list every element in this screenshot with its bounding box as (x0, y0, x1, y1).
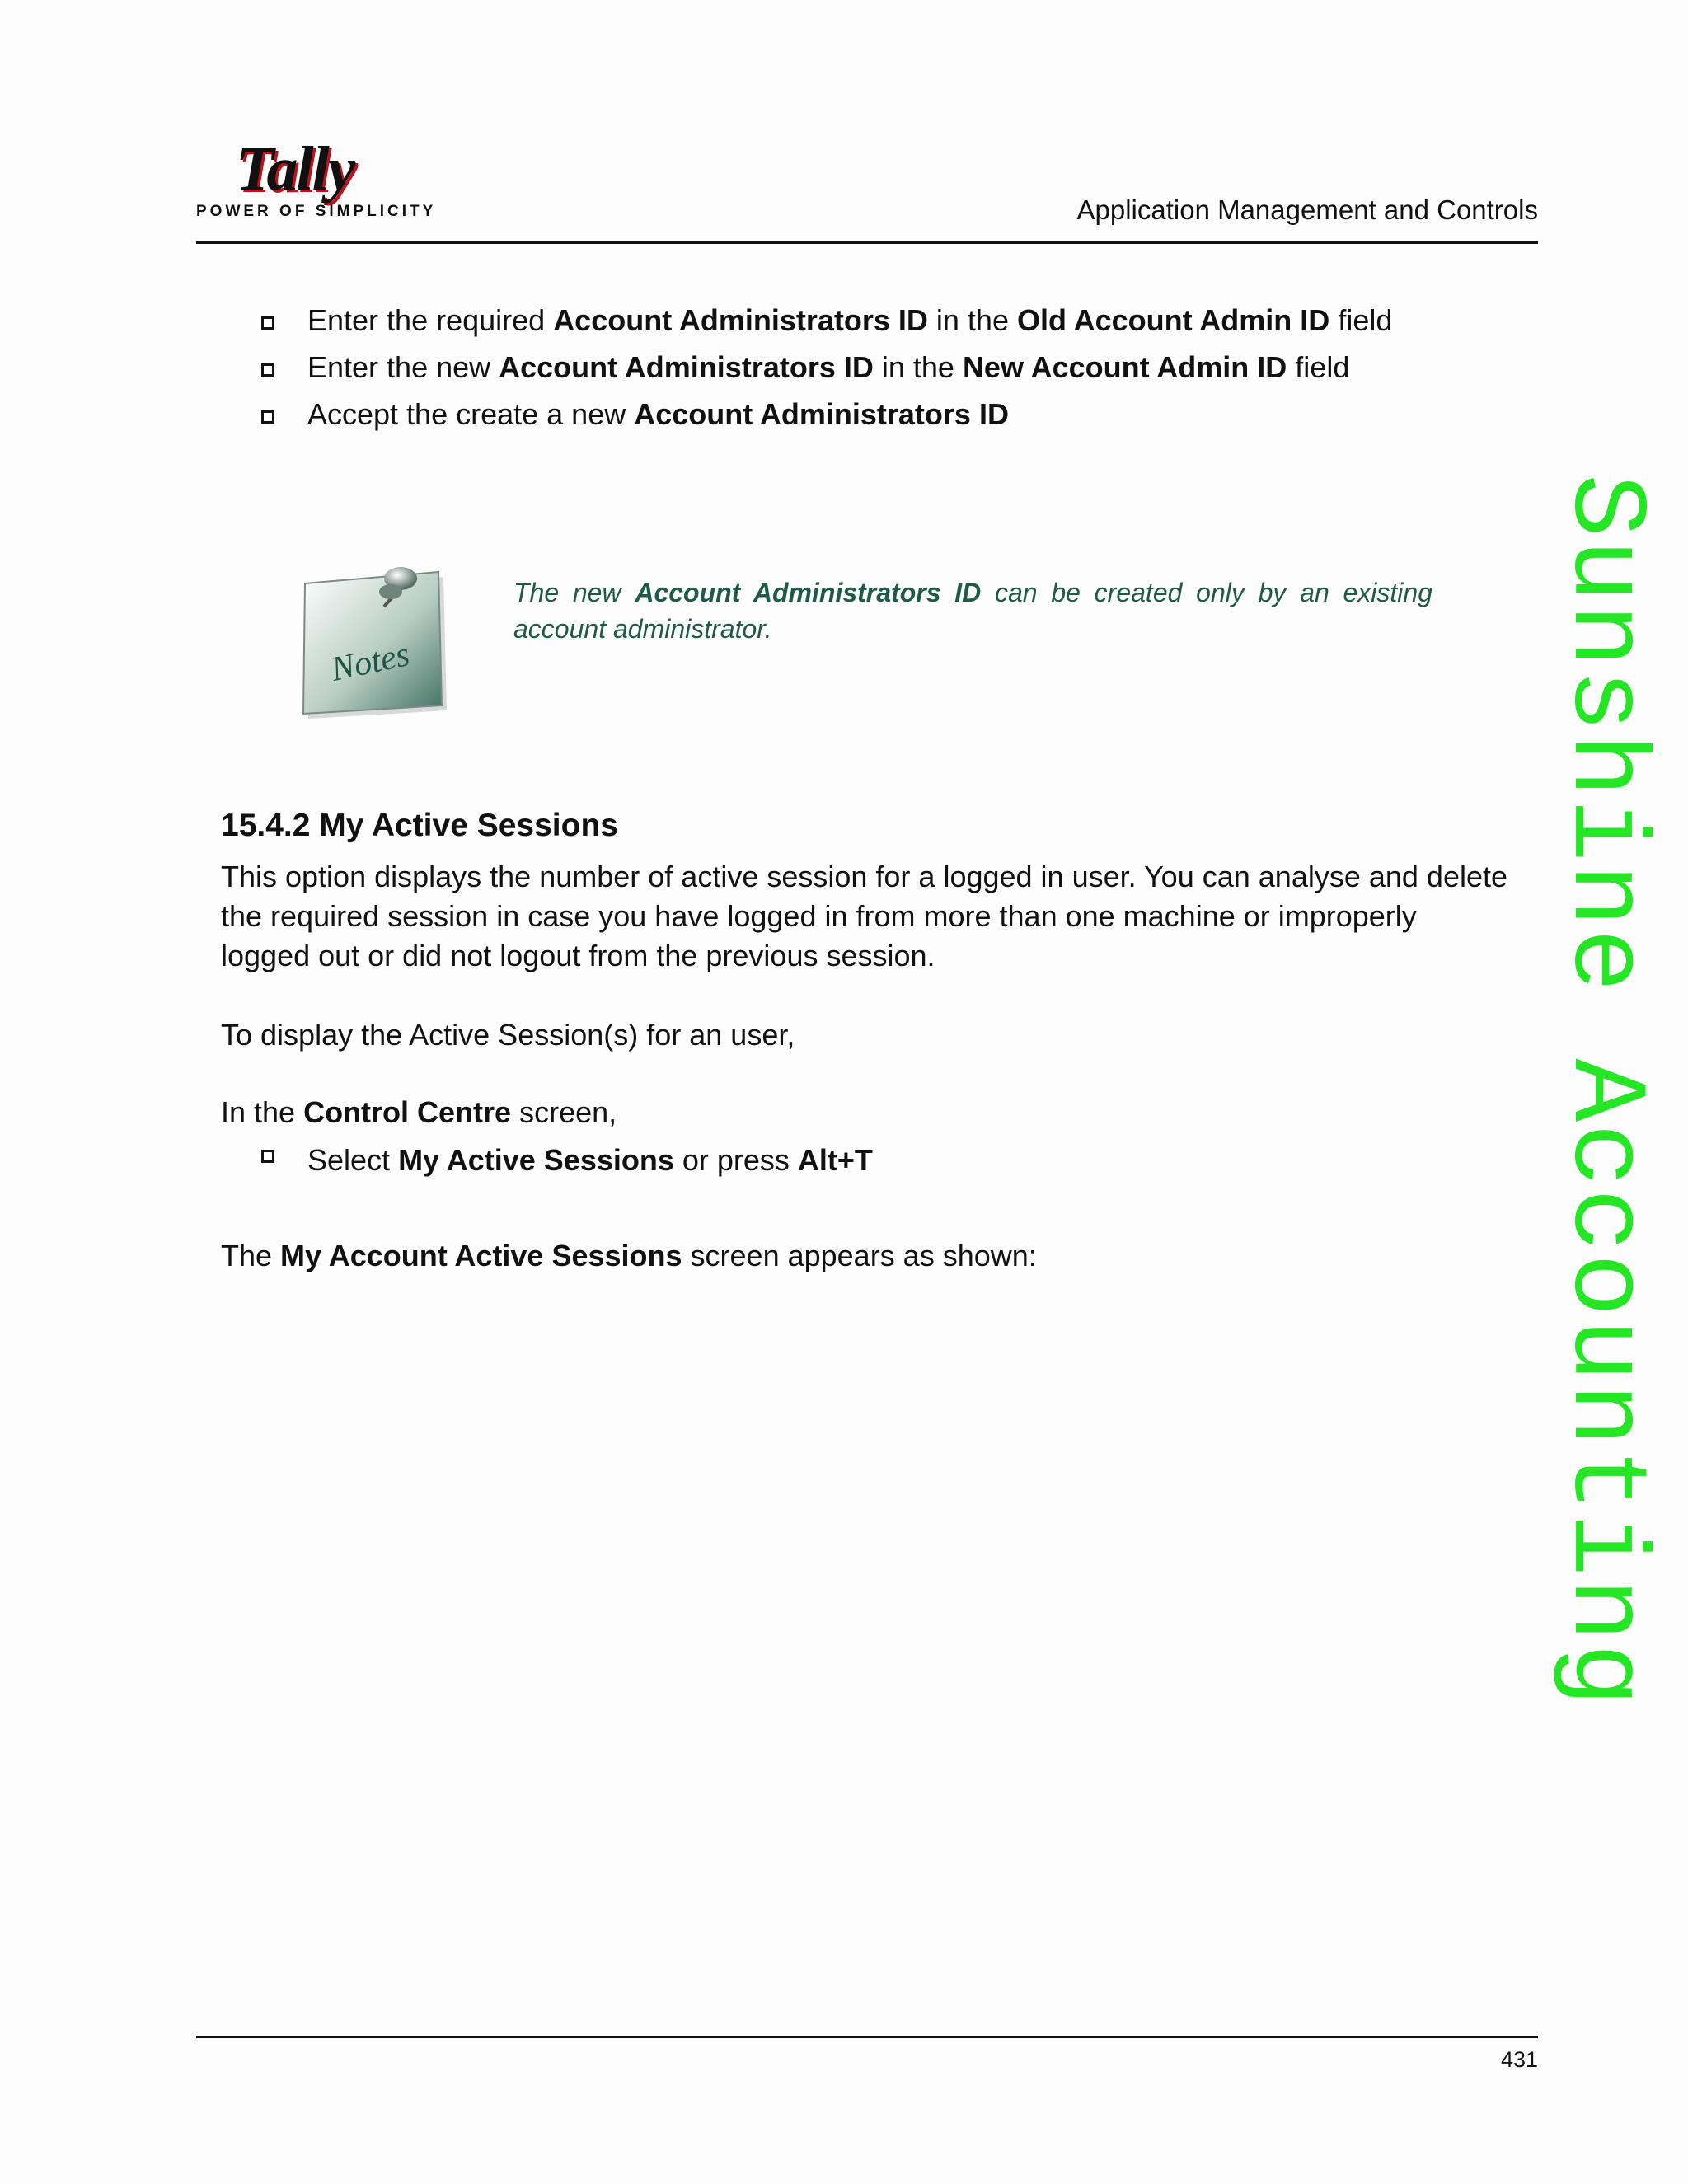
bullet-accept-admin-id: Accept the create a new Account Administrators ID (307, 397, 1009, 431)
notes-icon (298, 557, 480, 730)
screen-intro-text: The My Account Active Sessions screen appears as shown: (221, 1239, 1037, 1272)
watermark: Sunshine Accounting (1544, 474, 1663, 1708)
paragraph-line: This option displays the number of active session for a logged in user. You can analyse and delete (221, 860, 1508, 893)
footer-rule (196, 2036, 1538, 2038)
control-centre-text: In the Control Centre screen, (221, 1095, 617, 1129)
logo-tagline: POWER OF SIMPLICITY (196, 203, 437, 220)
notes-text: The new Account Administrators ID can be created only by an existing account administrator. (513, 578, 1433, 644)
bullet-icon (261, 1150, 274, 1163)
bullet-icon (261, 410, 274, 424)
bullet-old-admin-id: Enter the required Account Administrators ID in the Old Account Admin ID field (307, 303, 1393, 337)
tally-logo (196, 134, 437, 224)
chapter-title: Application Management and Controls (1076, 194, 1538, 225)
section-heading: 15.4.2 My Active Sessions (221, 808, 618, 843)
page-number: 431 (1500, 2047, 1538, 2072)
bullet-icon (261, 363, 274, 377)
logo-wordmark: Tally (236, 134, 354, 204)
paragraph-line: logged out or did not logout from the previous session. (221, 939, 935, 972)
header-rule (196, 241, 1538, 244)
bullet-new-admin-id: Enter the new Account Administrators ID in the New Account Admin ID field (307, 350, 1350, 384)
bullet-icon (261, 316, 274, 330)
svg-text:Notes: Notes (327, 635, 413, 689)
bullet-select-active-sessions: Select My Active Sessions or press Alt+T (307, 1143, 873, 1177)
paragraph-line: the required session in case you have logged in from more than one machine or improperly (221, 899, 1417, 933)
instruction-text: To display the Active Session(s) for an user, (221, 1018, 795, 1052)
